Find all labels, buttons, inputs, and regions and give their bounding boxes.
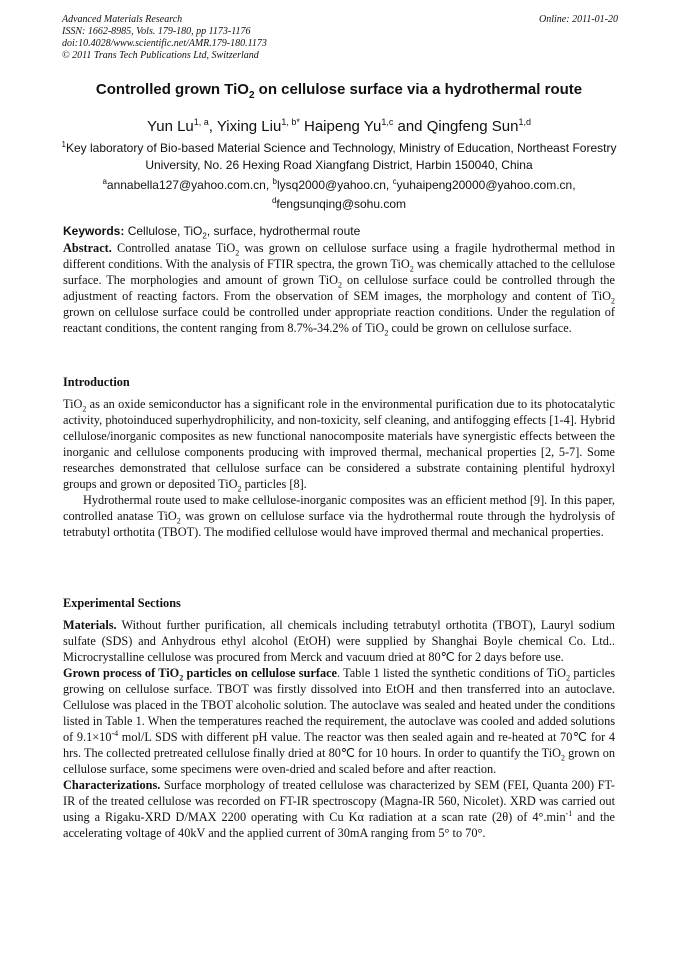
author-name: Yun Lu xyxy=(147,118,194,135)
grown-process-text: mol/L SDS with different pH value. The reactor was then sealed again and re-heated at 70℃ for 4 hrs. The collected pretreated cellulose finally dried at 80℃ for 10 hours. In order to quantify the TiO xyxy=(63,730,615,760)
intro-text: Hydrothermal route used to make cellulose-inorganic composites was an efficient method [9]. In this paper, controlled anatase TiO xyxy=(63,493,615,523)
intro-text: was grown on cellulose surface via the hydrothermal route through the hydrolysis of tetrabutyl orthotita (TBOT). The modified cellulose would have improved thermal and mechanical properties. xyxy=(63,509,615,539)
email-link: lysq2000@yahoo.cn, xyxy=(276,178,393,192)
email-mark: d xyxy=(271,196,277,205)
author-name: , Yixing Liu xyxy=(208,118,282,135)
abstract-paragraph xyxy=(63,240,615,336)
author-emails xyxy=(60,174,618,212)
author-name: Haipeng Yu xyxy=(299,118,382,135)
subscript: 2 xyxy=(611,296,615,306)
characterizations-paragraph xyxy=(63,777,615,841)
subscript: 2 xyxy=(176,516,181,526)
grown-process-label: particles on cellulose surface xyxy=(183,666,338,680)
subscript: 2 xyxy=(235,248,240,258)
subscript: 2 xyxy=(179,673,184,683)
materials-label: Materials. xyxy=(63,618,117,632)
keywords-subscript: 2 xyxy=(202,231,207,241)
affiliation-text: Key laboratory of Bio-based Material Science and Technology, Ministry of Education, Northeast Forestry University, No. 26 Hexing Road Xiangfang District, Harbin 150040, China xyxy=(65,141,617,172)
characterizations-label: Characterizations. xyxy=(63,778,161,792)
email-mark: a xyxy=(102,177,107,186)
author-affil-mark: 1,d xyxy=(518,117,531,127)
characterizations-text: Surface morphology of treated cellulose was characterized by SEM (FEI, Quanta 200) FT-IR of the treated cellulose was recorded on FT-IR spectroscopy (Magna-IR 560, Nicolet). XRD was carried out using a Rigaku-XRD D/MAX 2200 operating with Cu Kα radiation at a scan rate (2θ) of 4°.min xyxy=(63,778,615,824)
email-mark: b xyxy=(272,177,277,186)
keywords-text: Cellulose, TiO xyxy=(124,224,203,238)
title-subscript: 2 xyxy=(248,90,255,101)
affiliation xyxy=(60,136,618,174)
keywords-label: Keywords: xyxy=(63,224,125,238)
intro-text: as an oxide semiconductor has a significant role in the environmental purification due to its photocatalytic activity, photoinduced superhydrophilicity, and non-toxicity, self cleaning, and antifogging effects [1-4]. Hybrid cellulose/inorganic composites as new functional nanocomposite materials have synergistic effects between the inorganic and cellulose components producing with improved thermal, mechanical properties [2, 5-7]. Some researches demonstrated that cellulose surface can be considered a substrate containing plentiful hydroxyl groups and grown or deposited TiO xyxy=(63,397,615,491)
abstract-text: Controlled anatase TiO xyxy=(111,241,236,255)
introduction-body xyxy=(63,396,615,540)
online-date: Online: 2011-01-20 xyxy=(539,14,618,25)
paper-title xyxy=(40,81,638,105)
author-affil-mark: 1, b* xyxy=(281,117,300,127)
email-mark: c xyxy=(392,177,397,186)
email-link: yuhaipeng20000@yahoo.com.cn, xyxy=(396,178,576,192)
experimental-body xyxy=(63,617,615,841)
author-name: and Qingfeng Sun xyxy=(393,118,519,135)
intro-paragraph-2 xyxy=(63,492,615,540)
journal-name: Advanced Materials Research xyxy=(62,14,183,25)
subscript: 2 xyxy=(384,328,389,338)
subscript: 2 xyxy=(82,404,87,414)
superscript: -4 xyxy=(111,728,119,738)
subscript: 2 xyxy=(237,484,242,494)
journal-doi: doi:10.4028/www.scientific.net/AMR.179-180.1173 xyxy=(62,38,267,49)
grown-process-text: particles growing on cellulose surface. TBOT was firstly dissolved into EtOH and then transferred into an autoclave. Cellulose was placed in the TBOT alcoholic solution. The autoclave was sealed and heated under the conditions listed in Table 1. When the temperatures reached the requirement, the autoclave was cooled and added solutions of 9.1×10 xyxy=(63,666,615,744)
author-affil-mark: 1, a xyxy=(193,117,209,127)
abstract xyxy=(63,240,615,336)
superscript: -1 xyxy=(565,808,573,818)
intro-paragraph-1 xyxy=(63,396,615,492)
title-part: Controlled grown TiO xyxy=(95,81,249,98)
materials-text: Without further purification, all chemicals including tetrabutyl orthotita (TBOT), Lauryl sodium sulfate (SDS) and Anhydrous ethyl alcohol (EtOH) were supplied by Shanghai Boyle chemical Co. Ltd.. Microcrystalline cellulose was procured from Merck and vacuum dried at 80℃ for 2 days before use. xyxy=(63,618,615,664)
keywords-text: , surface, hydrothermal route xyxy=(206,224,361,238)
grown-process-text: grown on cellulose surface, some specimens were oven-dried and scaled before and after reaction. xyxy=(63,746,615,776)
characterizations-text: and the accelerating voltage of 40kV and the applied current of 30mA ranging from 5° to 70°. xyxy=(63,810,615,840)
abstract-text: on cellulose surface could be controlled through the adjustment of reacting factors. From the observation of SEM images, the morphology and content of TiO xyxy=(63,273,615,303)
subscript: 2 xyxy=(409,264,414,274)
abstract-text: was chemically attached to the cellulose surface. The morphologies and amount of grown TiO xyxy=(63,257,615,287)
journal-copyright: © 2011 Trans Tech Publications Ltd, Switzerland xyxy=(62,50,259,61)
grown-process-text: . Table 1 listed the synthetic conditions of TiO xyxy=(337,666,567,680)
introduction-heading: Introduction xyxy=(63,375,130,389)
journal-header xyxy=(62,14,618,62)
abstract-label: Abstract. xyxy=(63,241,112,255)
subscript: 2 xyxy=(561,753,565,763)
intro-text: particles [8]. xyxy=(241,477,307,491)
subscript: 2 xyxy=(338,280,343,290)
grown-process-label: Grown process of TiO xyxy=(63,666,180,680)
grown-process-paragraph xyxy=(63,665,615,777)
abstract-text: grown on cellulose surface could be controlled under appropriate reaction conditions. Under the regulation of reactant conditions, the content ranging from 8.7%-34.2% of TiO xyxy=(63,305,615,335)
materials-paragraph xyxy=(63,617,615,665)
title-part: on cellulose surface via a hydrothermal route xyxy=(254,81,583,98)
intro-text: TiO xyxy=(63,397,83,411)
abstract-text: was grown on cellulose surface using a fragile hydrothermal method in different conditions. With the analysis of FTIR spectra, the grown TiO xyxy=(63,241,615,271)
author-list xyxy=(40,112,638,137)
email-link: fengsunqing@sohu.com xyxy=(276,197,407,211)
abstract-text: could be grown on cellulose surface. xyxy=(388,321,572,335)
affiliation-mark: 1 xyxy=(61,140,66,149)
email-link: annabella127@yahoo.com.cn, xyxy=(106,178,273,192)
journal-issn: ISSN: 1662-8985, Vols. 179-180, pp 1173-1176 xyxy=(62,26,251,37)
author-affil-mark: 1,c xyxy=(381,117,394,127)
experimental-heading: Experimental Sections xyxy=(63,596,181,610)
subscript: 2 xyxy=(566,673,571,683)
